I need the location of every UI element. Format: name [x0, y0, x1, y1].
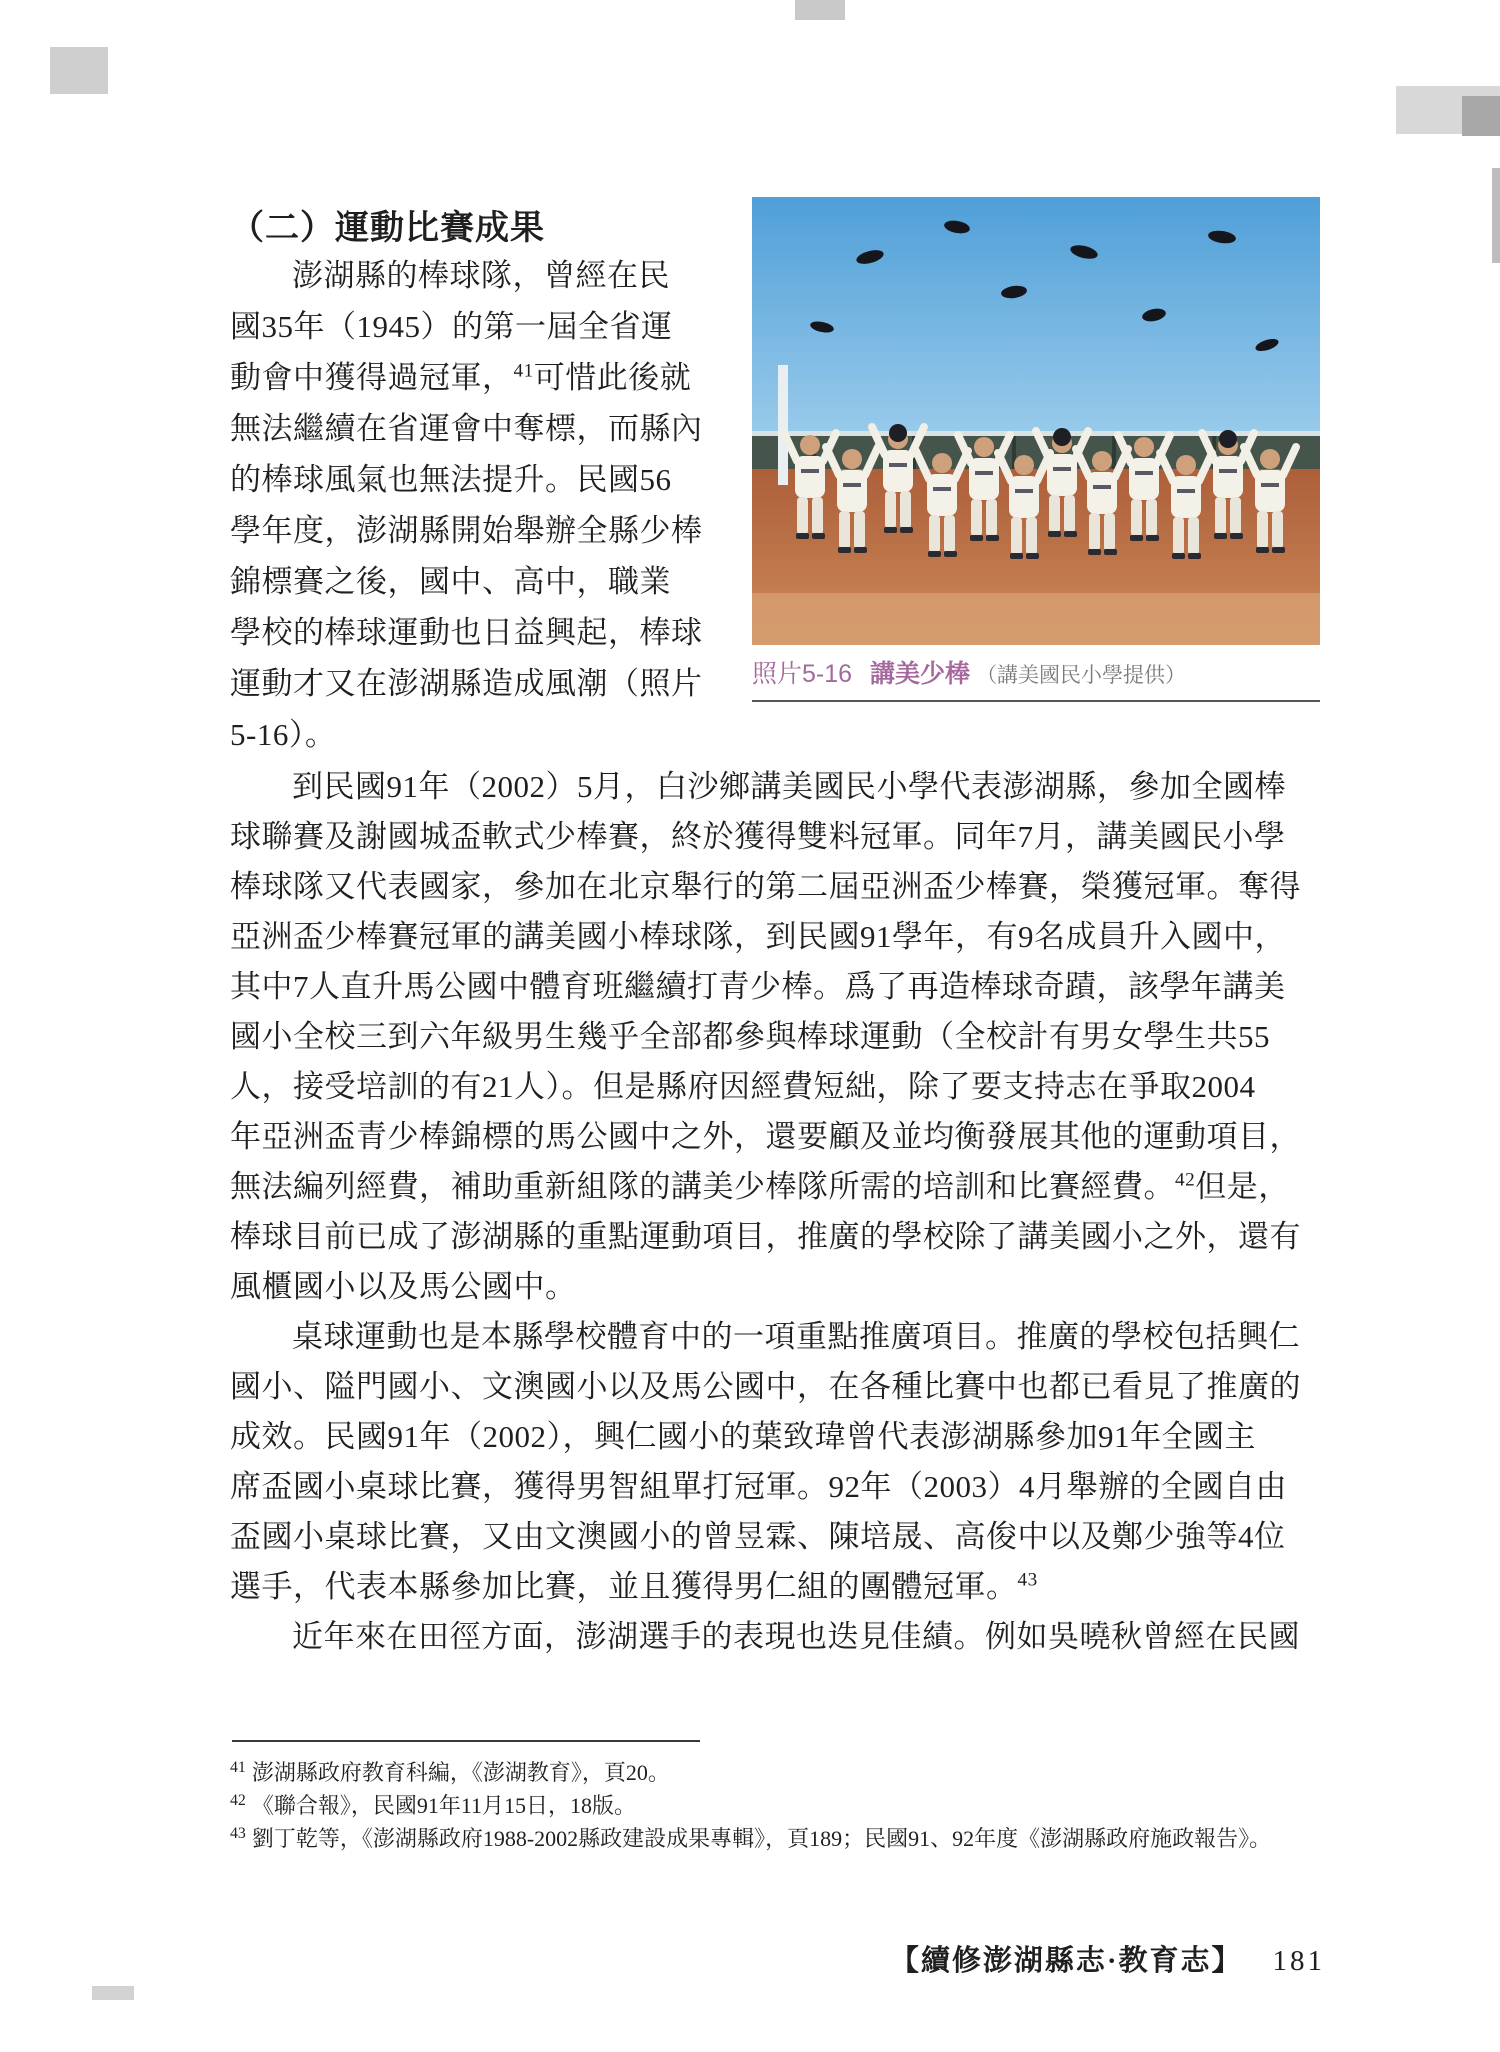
- footnote-ref-42: 42: [1175, 1169, 1196, 1191]
- text-segment: 選手，代表本縣參加比賽，並且獲得男仁組的團體冠軍。: [230, 1569, 1018, 1604]
- page-footer: [230, 1938, 1325, 1979]
- text-line: 的棒球風氣也無法提升。民國56: [230, 462, 672, 497]
- text-line: [230, 1562, 1322, 1612]
- footnote-41: [230, 1756, 1322, 1789]
- text-line: 桌球運動也是本縣學校體育中的一項重點推廣項目。推廣的學校包括興仁: [292, 1319, 1300, 1354]
- text-line: 國小全校三到六年級男生幾乎全部都參與棒球運動（全校計有男女學生共55: [230, 1019, 1270, 1054]
- caption-divider: [752, 700, 1320, 702]
- photo-figure: [752, 197, 1320, 702]
- scan-artifact: [92, 1986, 134, 2000]
- text-line: 亞洲盃少棒賽冠軍的講美國小棒球隊，到民國91學年，有9名成員升入國中，: [230, 919, 1286, 954]
- text-line: [230, 1162, 1322, 1212]
- book-title: 【續修澎湖縣志·教育志】: [889, 1945, 1243, 1977]
- paragraph-table-tennis: [230, 1312, 1322, 1612]
- text-line: 人，接受培訓的有21人）。但是縣府因經費短絀，除了要支持志在爭取2004: [230, 1069, 1256, 1104]
- photo-caption-label: 照片5-16: [752, 660, 853, 688]
- text-line: 5-16）。: [230, 717, 337, 752]
- text-line: 年亞洲盃青少棒錦標的馬公國中之外，還要顧及並均衡發展其他的運動項目，: [230, 1119, 1301, 1154]
- team-celebration-photo: [752, 197, 1320, 645]
- text-line: 無法繼續在省運會中奪標，而縣內: [230, 411, 703, 446]
- text-line: 學年度，澎湖縣開始舉辦全縣少棒: [230, 513, 703, 548]
- scan-artifact: [50, 47, 108, 94]
- photo-caption-title: 講美少棒: [870, 660, 971, 688]
- text-line: 國小、隘門國小、文澳國小以及馬公國中，在各種比賽中也都已看見了推廣的: [230, 1369, 1301, 1404]
- paragraph-athletics: [230, 1612, 1322, 1662]
- text-line: 棒球隊又代表國家，參加在北京舉行的第二屆亞洲盃少棒賽，榮獲冠軍。奪得: [230, 869, 1301, 904]
- text-segment: 動會中獲得過冠軍，: [230, 360, 514, 395]
- text-segment: 可惜此後就: [533, 360, 692, 395]
- text-line: 球聯賽及謝國城盃軟式少棒賽，終於獲得雙料冠軍。同年7月，講美國民小學: [230, 819, 1286, 854]
- footnote-43: [230, 1822, 1322, 1855]
- footnotes: [230, 1756, 1322, 1855]
- scan-artifact: [795, 0, 845, 20]
- text-line: 盃國小桌球比賽，又由文澳國小的曾昱霖、陳培晟、高俊中以及鄭少強等4位: [230, 1519, 1286, 1554]
- section-heading: （二）運動比賽成果: [230, 210, 545, 247]
- scan-artifact: [1462, 96, 1500, 136]
- text-line: 近年來在田徑方面，澎湖選手的表現也迭見佳績。例如吳曉秋曾經在民國: [292, 1619, 1300, 1654]
- footnote-number: 41: [230, 1758, 246, 1776]
- text-line: 運動才又在澎湖縣造成風潮（照片: [230, 666, 703, 701]
- text-line: 席盃國小桌球比賽，獲得男智組單打冠軍。92年（2003）4月舉辦的全國自由: [230, 1469, 1287, 1504]
- text-line: 棒球目前已成了澎湖縣的重點運動項目，推廣的學校除了講美國小之外，還有: [230, 1219, 1301, 1254]
- text-line: [230, 352, 748, 403]
- footnote-text: 《聯合報》，民國91年11月15日，18版。: [251, 1793, 637, 1818]
- page-number: 181: [1272, 1945, 1325, 1977]
- text-segment: 無法編列經費，補助重新組隊的講美少棒隊所需的培訓和比賽經費。: [230, 1169, 1175, 1204]
- text-line: 其中7人直升馬公國中體育班繼續打青少棒。爲了再造棒球奇蹟，該學年講美: [230, 969, 1286, 1004]
- intro-paragraph: [230, 250, 748, 760]
- text-line: 澎湖縣的棒球隊，曾經在民: [292, 258, 670, 293]
- text-line: 國35年（1945）的第一屆全省運: [230, 309, 673, 344]
- photo-caption: [752, 654, 1320, 690]
- footnote-ref-41: 41: [513, 360, 534, 382]
- footnote-42: [230, 1789, 1322, 1822]
- footnote-ref-43: 43: [1017, 1569, 1038, 1591]
- intro-section: [230, 250, 1320, 765]
- text-line: 成效。民國91年（2002），興仁國小的葉致瑋曾代表澎湖縣參加91年全國主: [230, 1419, 1256, 1454]
- text-line: 風櫃國小以及馬公國中。: [230, 1269, 577, 1304]
- text-line: 錦標賽之後，國中、高中，職業: [230, 564, 671, 599]
- text-line: 到民國91年（2002）5月，白沙鄉講美國民小學代表澎湖縣，參加全國棒: [292, 769, 1286, 804]
- paragraph-baseball: [230, 762, 1322, 1312]
- scan-artifact: [1492, 168, 1500, 263]
- text-segment: 但是，: [1195, 1169, 1290, 1204]
- photo-caption-credit: （講美國民小學提供）: [976, 664, 1187, 687]
- footnote-divider: [232, 1740, 700, 1742]
- footnote-number: 42: [230, 1791, 246, 1809]
- footnote-number: 43: [230, 1824, 246, 1842]
- footnote-text: 澎湖縣政府教育科編，《澎湖教育》，頁20。: [251, 1760, 670, 1785]
- footnote-text: 劉丁乾等，《澎湖縣政府1988-2002縣政建設成果專輯》，頁189；民國91、92年度《澎湖縣政府施政報告》。: [251, 1826, 1272, 1851]
- text-line: 學校的棒球運動也日益興起，棒球: [230, 615, 703, 650]
